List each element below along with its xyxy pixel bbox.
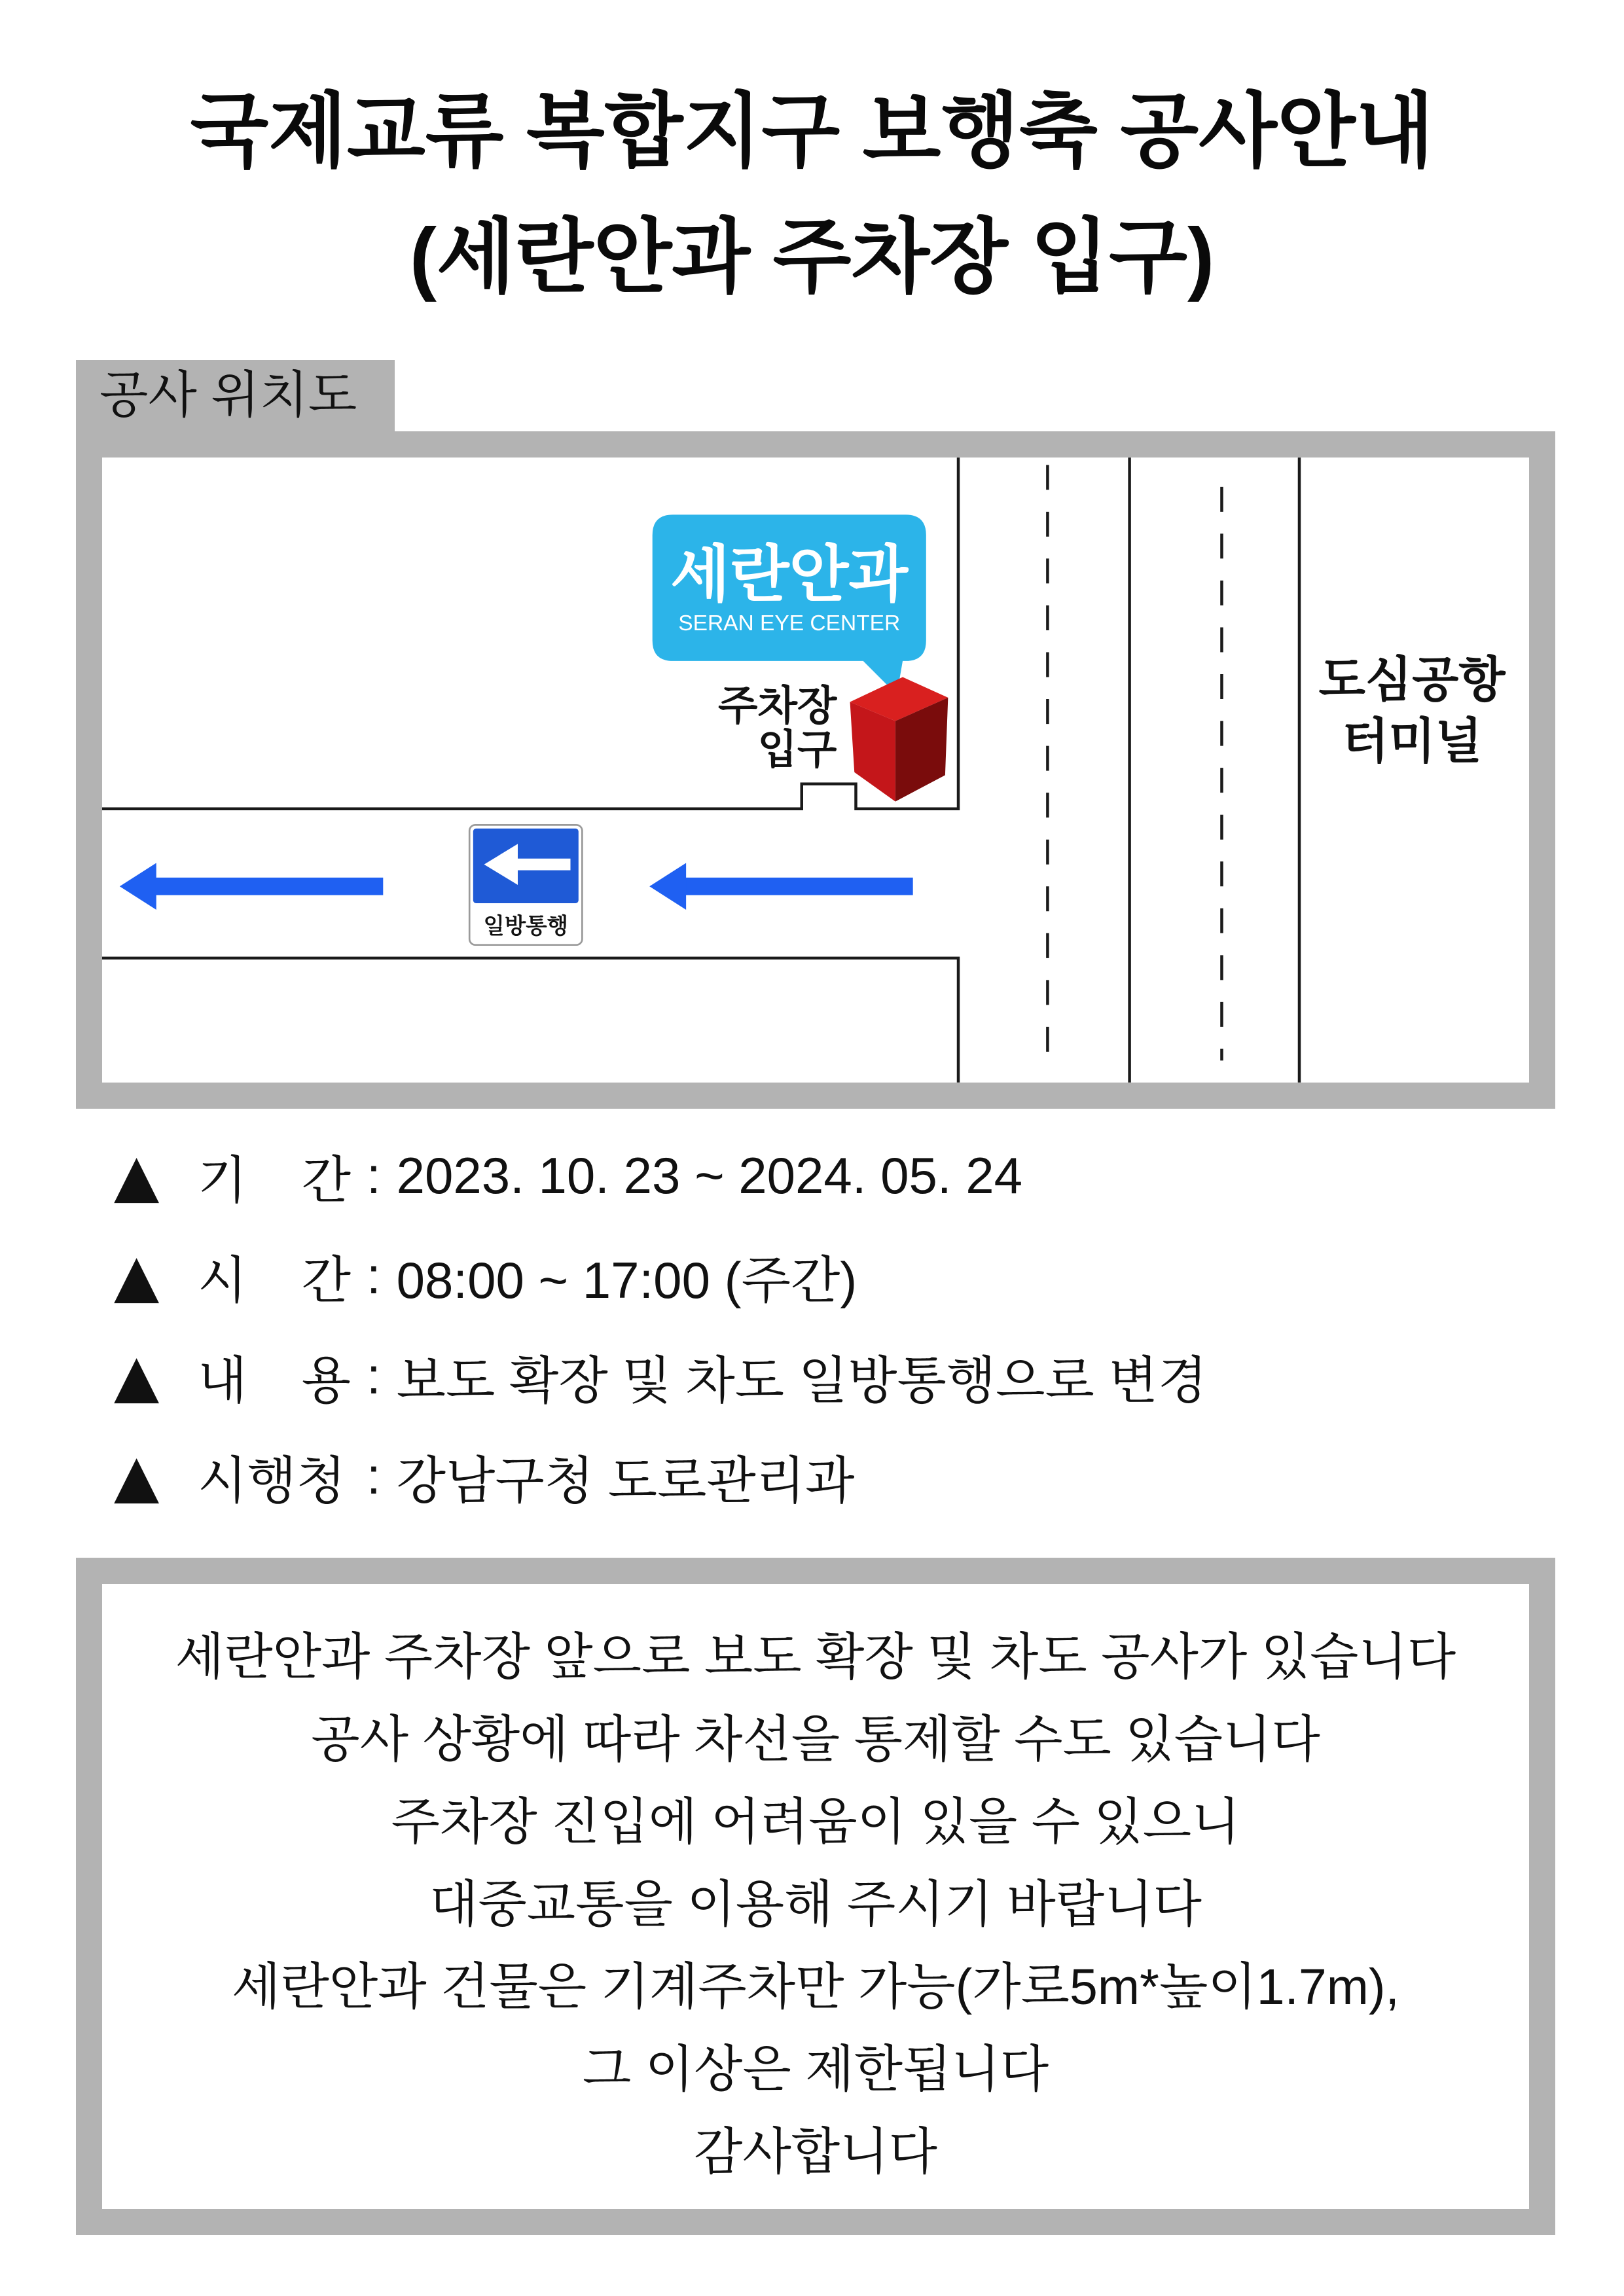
info-row-content xyxy=(114,1326,1521,1426)
info-separator: : xyxy=(367,1447,381,1505)
notice-line: 세란안과 주차장 앞으로 보도 확장 및 차도 공사가 있습니다 xyxy=(175,1629,1456,1685)
info-row-period xyxy=(114,1126,1521,1226)
notice-box xyxy=(76,1558,1555,2235)
title-line-1: 국제교류 복합지구 보행축 공사안내 xyxy=(190,86,1434,177)
info-value: 보도 확장 및 차도 일방통행으로 변경 xyxy=(396,1351,1208,1409)
info-label: 기 간 xyxy=(198,1151,351,1209)
arrow-shaft xyxy=(676,878,912,895)
notice-line: 감사합니다 xyxy=(694,2124,937,2180)
map-section-tab xyxy=(76,360,395,431)
info-label: 시행청 xyxy=(198,1451,346,1509)
red-building-icon xyxy=(850,677,948,802)
road-lower-edge xyxy=(102,958,958,1083)
landmark-label: 도심공항 xyxy=(1318,652,1506,707)
clinic-name: 세란안과 xyxy=(670,539,909,609)
info-row-agency xyxy=(114,1426,1521,1526)
parking-entrance-label: 입구 xyxy=(757,726,837,773)
info-label: 시 간 xyxy=(198,1251,351,1309)
notice-line: 대중교통을 이용해 주시기 바랍니다 xyxy=(429,1876,1202,1933)
traffic-direction-arrow xyxy=(120,863,383,910)
info-value: 08:00 ~ 17:00 (주간) xyxy=(396,1251,857,1309)
info-value: 강남구청 도로관리과 xyxy=(396,1451,855,1509)
info-value: 2023. 10. 23 ~ 2024. 05. 24 xyxy=(396,1147,1023,1204)
triangle-bullet-icon: ▲ xyxy=(114,1341,160,1410)
traffic-direction-arrow xyxy=(649,863,912,910)
info-label: 내 용 xyxy=(198,1351,351,1409)
location-map-frame xyxy=(76,431,1555,1109)
arrow-head xyxy=(649,863,686,910)
page-title xyxy=(0,69,1624,320)
map-section-label: 공사 위치도 xyxy=(99,367,357,423)
clinic-sign xyxy=(653,514,926,694)
notice-line: 주차장 진입에 어려움이 있을 수 있으니 xyxy=(391,1794,1240,1850)
clinic-english-name: SERAN EYE CENTER xyxy=(678,611,901,636)
arrow-head xyxy=(120,863,156,910)
title-line-2: (세란안과 주차장 입구) xyxy=(409,212,1215,302)
one-way-sign xyxy=(469,825,582,944)
info-row-hours xyxy=(114,1226,1521,1326)
notice-line: 세란안과 건물은 기계주차만 가능(가로5m*높이1.7m), xyxy=(232,1959,1399,2015)
arrow-shaft xyxy=(146,878,383,895)
info-separator: : xyxy=(367,1147,381,1204)
landmark-label: 터미널 xyxy=(1342,713,1483,768)
triangle-bullet-icon: ▲ xyxy=(114,1141,160,1210)
notice-line: 그 이상은 제한됩니다 xyxy=(582,2041,1049,2098)
triangle-bullet-icon: ▲ xyxy=(114,1441,160,1511)
location-map xyxy=(102,457,1529,1083)
triangle-bullet-icon: ▲ xyxy=(114,1241,160,1310)
notice-line: 공사 상황에 따라 차선을 통제할 수도 있습니다 xyxy=(311,1712,1320,1768)
notice-text xyxy=(102,1616,1529,2193)
info-list xyxy=(114,1126,1521,1526)
parking-entrance-label: 주차장 xyxy=(718,683,837,729)
info-separator: : xyxy=(367,1347,381,1405)
info-separator: : xyxy=(367,1247,381,1304)
one-way-label: 일방통행 xyxy=(483,914,569,939)
